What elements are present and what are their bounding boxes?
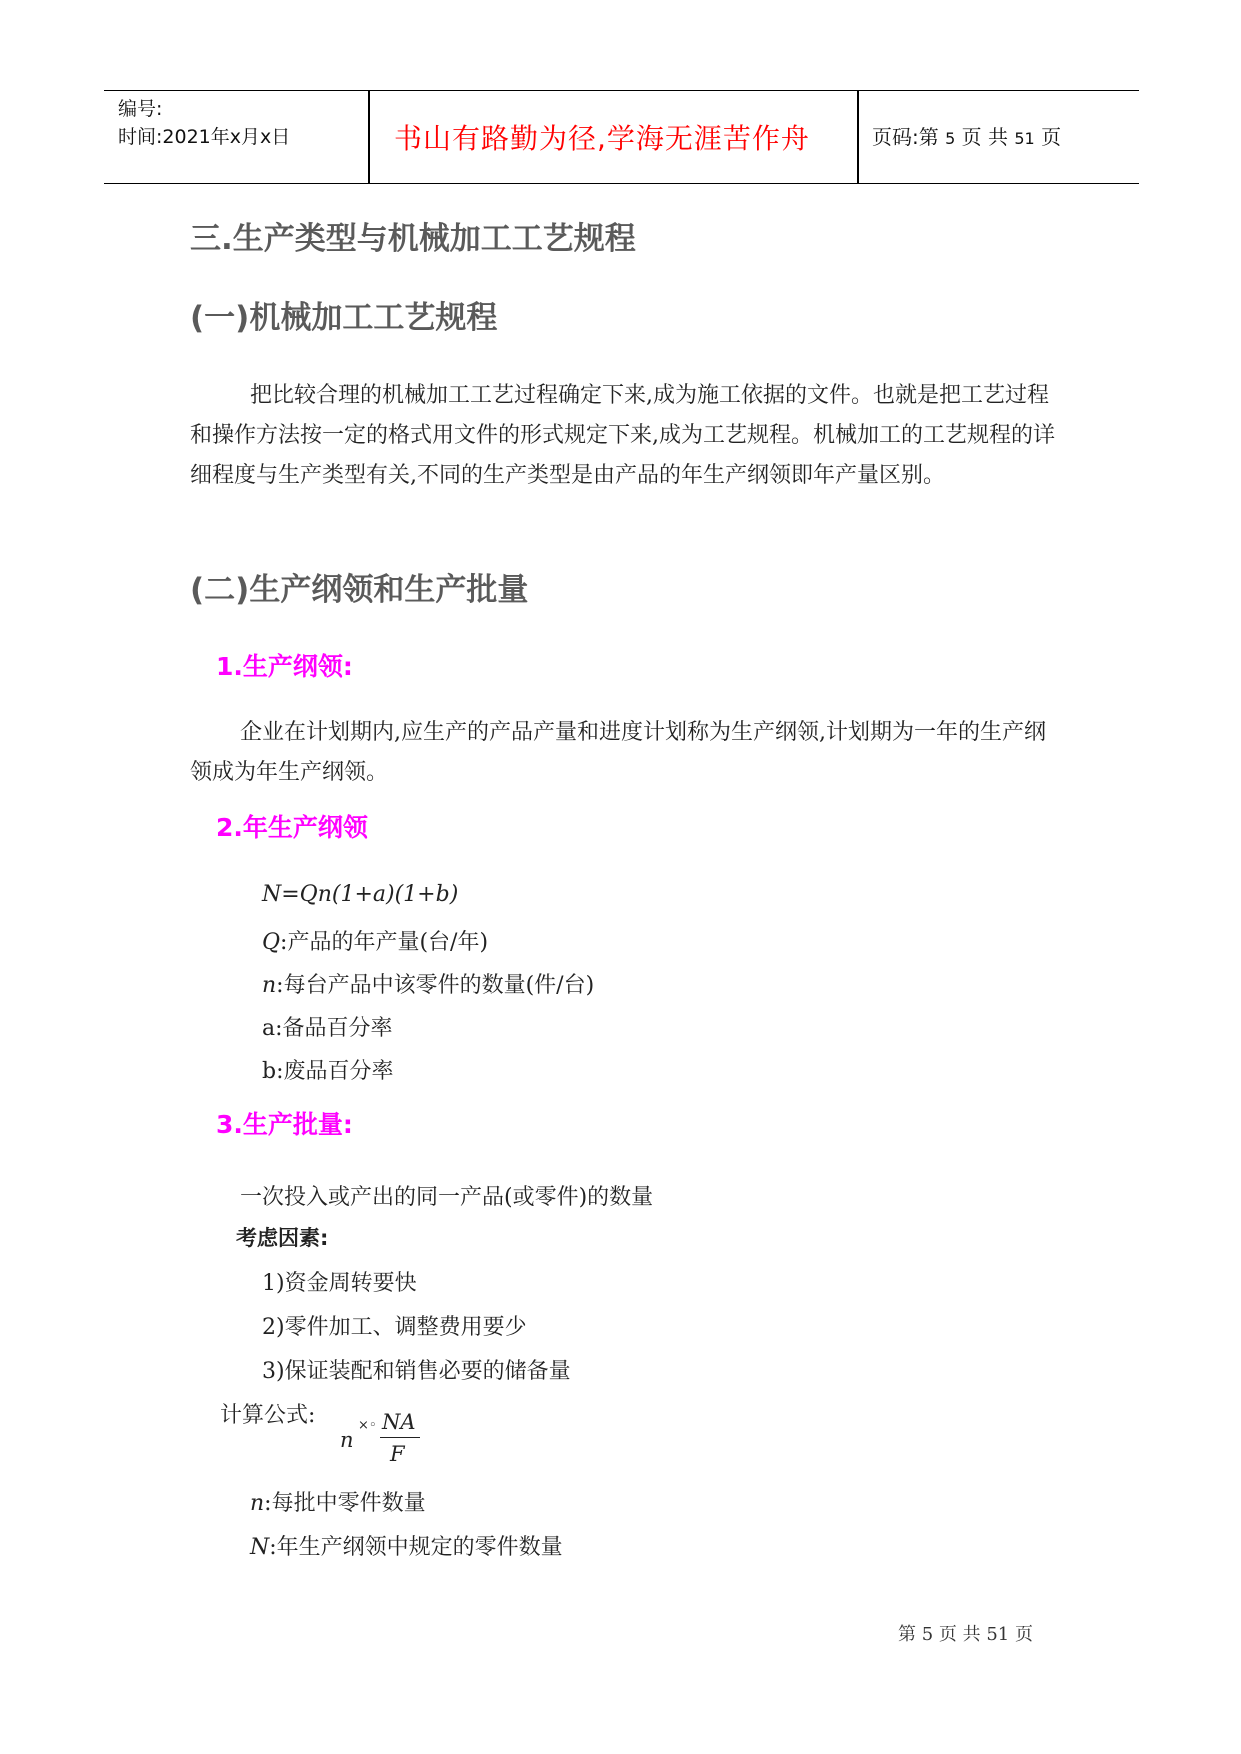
header-divider [857,91,859,183]
formula-var: n [340,1428,354,1452]
page-label-mid: 页 共 [961,125,1009,149]
header-time-label: 时间:2021年x月x日 [118,126,291,148]
subsection-title-2: (二)生产纲领和生产批量 [190,572,529,608]
factor-2: 2)零件加工、调整费用要少 [262,1315,527,1340]
formula-numerator: NA [382,1410,416,1434]
page-header [104,90,1139,184]
definition-Q: Q:产品的年产量(台/年) [262,930,489,955]
page-footer: 第 5 页 共 51 页 [898,1624,1033,1645]
item-2-title: 2.年生产纲领 [216,813,368,842]
fraction-bar [380,1437,420,1438]
definition-a: a:备品百分率 [262,1016,393,1041]
header-page-info [872,121,1061,150]
item-1-title: 1.生产纲领: [216,652,353,681]
definition-n-batch: n:每批中零件数量 [250,1491,426,1516]
definition-N: N:年生产纲领中规定的零件数量 [250,1535,563,1560]
page-total: 51 [1014,129,1035,148]
factors-title: 考虑因素: [236,1226,329,1250]
header-divider [368,91,370,183]
formula-annual-output: N=Qn(1+a)(1+b) [262,882,459,907]
page-current: 5 [945,129,956,148]
subsection-title-1: (一)机械加工工艺规程 [190,300,498,336]
factor-1: 1)资金周转要快 [262,1271,417,1296]
formula-operator: ×◦ [358,1418,377,1433]
item-3-title: 3.生产批量: [216,1110,353,1139]
batch-formula [340,1410,420,1470]
header-left [118,95,290,151]
calc-label: 计算公式: [220,1403,316,1428]
factor-3: 3)保证装配和销售必要的储备量 [262,1359,571,1384]
definition-n: n:每台产品中该零件的数量(件/台) [262,973,595,998]
item-3-paragraph: 一次投入或产出的同一产品(或零件)的数量 [240,1185,654,1210]
section-title: 三.生产类型与机械加工工艺规程 [190,221,636,257]
page-label-prefix: 页码:第 [872,125,939,149]
formula-denominator: F [390,1442,405,1466]
subsection-1-paragraph: 把比较合理的机械加工工艺过程确定下来,成为施工依据的文件。也就是把工艺过程和操作方法按一定的格式用文件的形式规定下来,成为工艺规程。机械加工的工艺规程的详细程度与生产类型有关,不同的生产类型是由产品的年生产纲领即年产量区别。 [190,383,1055,488]
page-label-suffix: 页 [1041,125,1062,149]
header-motto: 书山有路勤为径,学海无涯苦作舟 [394,122,810,155]
header-number-label: 编号: [118,98,163,120]
item-1-paragraph: 企业在计划期内,应生产的产品产量和进度计划称为生产纲领,计划期为一年的生产纲领成为年生产纲领。 [190,720,1046,785]
definition-b: b:废品百分率 [262,1059,394,1084]
